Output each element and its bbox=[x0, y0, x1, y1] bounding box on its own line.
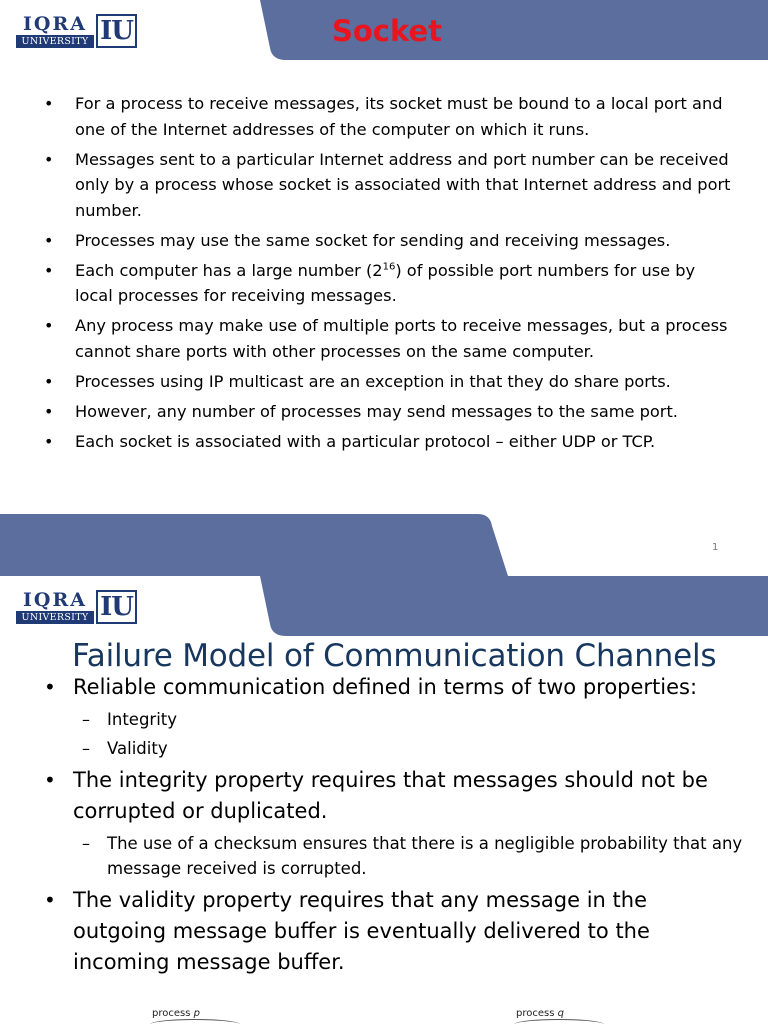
list-item: • Processes using IP multicast are an exception in that they do share ports. bbox=[44, 371, 671, 391]
sub-list-item: – Validity bbox=[82, 739, 168, 758]
bullet-list bbox=[44, 672, 744, 982]
process-q-outline bbox=[514, 1019, 604, 1030]
slide-title: Socket bbox=[332, 14, 443, 48]
page-number: 1 bbox=[712, 542, 719, 553]
bullet-list bbox=[44, 91, 734, 459]
process-p-label: process p bbox=[152, 1008, 200, 1019]
list-item: • Each computer has a large number $(2^{16})$ of possible port numbers for use by local processes for receiving messages. bbox=[44, 260, 696, 305]
university-logo: IQRA UNIVERSITY IU bbox=[16, 590, 137, 624]
list-item: • Each socket is associated with a particular protocol – either UDP or TCP. bbox=[44, 431, 656, 451]
list-item: • Messages sent to a particular Internet address and port number can be received only by a process whose socket is associated with that Internet address and port number. bbox=[44, 149, 731, 220]
sub-list-item: – The use of a checksum ensures that there is a negligible probability that any message received is corrupted. bbox=[82, 834, 743, 878]
sub-list-item: – Integrity bbox=[82, 710, 178, 729]
list-item: • However, any number of processes may send messages to the same port. bbox=[44, 401, 678, 421]
process-q-label: process q bbox=[516, 1008, 564, 1019]
list-item: • The validity property requires that any message in the outgoing message buffer is eventually delivered to the incoming message buffer. bbox=[44, 888, 650, 974]
university-logo: IQRA UNIVERSITY IU bbox=[16, 14, 137, 48]
process-p-outline bbox=[150, 1019, 240, 1030]
list-item: • The integrity property requires that messages should not be corrupted or duplicated. bbox=[44, 768, 708, 823]
list-item: • For a process to receive messages, its socket must be bound to a local port and one of the Internet addresses of the computer on which it runs. bbox=[44, 94, 723, 139]
list-item: • Processes may use the same socket for sending and receiving messages. bbox=[44, 230, 671, 250]
footer-band bbox=[0, 514, 768, 576]
slide-title: Failure Model of Communication Channels bbox=[72, 638, 717, 674]
list-item: • Any process may make use of multiple ports to receive messages, but a process cannot share ports with other processes on the same computer. bbox=[44, 316, 728, 361]
list-item: • Reliable communication defined in terms of two properties: bbox=[44, 675, 698, 699]
